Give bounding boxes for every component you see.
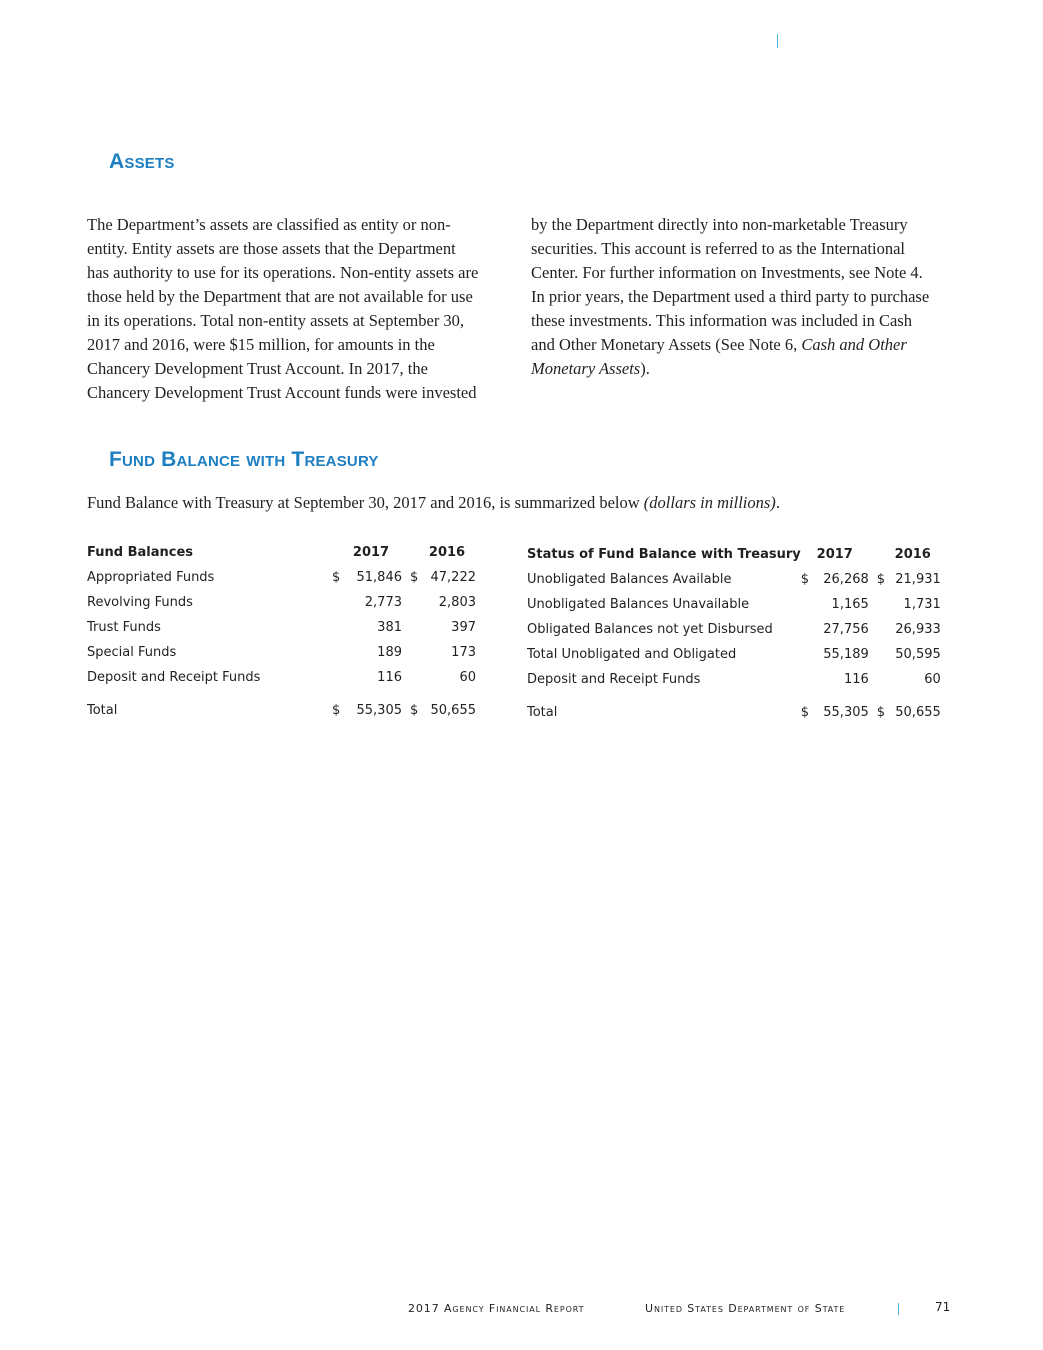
text-line: In prior years, the Department used a third party to purchase bbox=[531, 287, 930, 306]
table-row bbox=[87, 615, 476, 640]
text-line: The Department’s assets are classified as entity or non- bbox=[87, 215, 451, 234]
table-row bbox=[527, 642, 941, 667]
value-2016: 47,222 bbox=[430, 570, 476, 585]
value-2017: 55,305 bbox=[356, 703, 402, 718]
fbwt-heading: Fund Balance with Treasury bbox=[109, 448, 379, 471]
row-label: Deposit and Receipt Funds bbox=[527, 672, 701, 687]
value-2017: 51,846 bbox=[356, 570, 402, 585]
value-2016: 397 bbox=[451, 620, 476, 635]
column-header-2016: 2016 bbox=[428, 545, 466, 560]
currency-symbol: $ bbox=[332, 570, 341, 585]
text-line bbox=[531, 333, 929, 357]
currency-symbol bbox=[332, 640, 350, 665]
note-reference-italic: Cash and Other bbox=[801, 335, 907, 354]
value-2016: 50,595 bbox=[895, 647, 941, 662]
currency-symbol bbox=[869, 617, 891, 642]
currency-symbol bbox=[869, 642, 891, 667]
text-line: by the Department directly into non-marketable Treasury bbox=[531, 215, 908, 234]
text-line bbox=[531, 357, 929, 381]
row-label: Deposit and Receipt Funds bbox=[87, 670, 261, 685]
column-header-2017: 2017 bbox=[352, 545, 390, 560]
value-2016: 1,731 bbox=[903, 597, 941, 612]
value-2016: 50,655 bbox=[430, 703, 476, 718]
currency-symbol bbox=[801, 592, 819, 617]
value-2016: 2,803 bbox=[438, 595, 476, 610]
currency-symbol: $ bbox=[876, 705, 886, 720]
value-2017: 116 bbox=[843, 672, 869, 687]
value-2016: 26,933 bbox=[895, 622, 941, 637]
value-2017: 116 bbox=[377, 670, 402, 685]
fund-balances-table bbox=[87, 540, 476, 723]
status-fbwt-table bbox=[527, 542, 941, 725]
footer-department: United States Department of State bbox=[645, 1302, 846, 1315]
text-line: Chancery Development Trust Account funds were invested bbox=[87, 383, 477, 402]
row-label: Unobligated Balances Unavailable bbox=[527, 597, 750, 612]
currency-symbol bbox=[332, 615, 350, 640]
note-reference-italic: Monetary Assets bbox=[531, 359, 641, 378]
value-2016: 173 bbox=[451, 645, 476, 660]
value-2017: 55,189 bbox=[823, 647, 869, 662]
table-header-row bbox=[87, 540, 476, 565]
value-2017: 26,268 bbox=[823, 572, 869, 587]
currency-symbol bbox=[332, 590, 350, 615]
assets-heading: Assets bbox=[109, 150, 175, 173]
units-note-italic: (dollars in millions) bbox=[643, 493, 776, 512]
table-row bbox=[527, 667, 941, 692]
text-segment: . bbox=[775, 493, 780, 512]
value-2017: 55,305 bbox=[823, 705, 869, 720]
text-line: 2017 and 2016, were $15 million, for amounts in the bbox=[87, 335, 435, 354]
currency-symbol: $ bbox=[410, 570, 419, 585]
page-number: 71 bbox=[935, 1300, 951, 1314]
currency-symbol bbox=[402, 615, 424, 640]
text-line: entity. Entity assets are those assets that the Department bbox=[87, 239, 456, 258]
table-header-row bbox=[527, 542, 941, 567]
assets-paragraph-col2 bbox=[531, 213, 929, 381]
currency-symbol bbox=[869, 592, 891, 617]
footer-divider bbox=[898, 1303, 899, 1315]
row-label: Revolving Funds bbox=[87, 595, 193, 610]
row-label: Appropriated Funds bbox=[87, 570, 215, 585]
currency-symbol bbox=[402, 665, 424, 690]
footer-report-title: 2017 Agency Financial Report bbox=[408, 1302, 585, 1315]
text-line: those held by the Department that are not available for use bbox=[87, 287, 473, 306]
table-row bbox=[87, 590, 476, 615]
table-row bbox=[87, 565, 476, 590]
value-2016: 21,931 bbox=[895, 572, 941, 587]
row-label: Total Unobligated and Obligated bbox=[527, 647, 737, 662]
value-2017: 381 bbox=[377, 620, 402, 635]
header-divider bbox=[777, 34, 778, 48]
value-2017: 2,773 bbox=[364, 595, 402, 610]
table-row bbox=[87, 665, 476, 690]
value-2016: 60 bbox=[924, 672, 941, 687]
table-row bbox=[527, 617, 941, 642]
value-2016: 50,655 bbox=[895, 705, 941, 720]
row-label: Unobligated Balances Available bbox=[527, 572, 732, 587]
text-line: securities. This account is referred to as the International bbox=[531, 239, 906, 258]
currency-symbol bbox=[402, 640, 424, 665]
currency-symbol: $ bbox=[332, 703, 341, 718]
text-segment: and Other Monetary Assets (See Note 6, bbox=[531, 335, 802, 354]
table-total-row bbox=[527, 692, 941, 725]
row-label: Special Funds bbox=[87, 645, 177, 660]
column-header: Status of Fund Balance with Treasury bbox=[527, 547, 801, 562]
row-label: Total bbox=[527, 705, 558, 720]
text-segment: Fund Balance with Treasury at September 30, 2017 and 2016, is summarized below bbox=[87, 493, 644, 512]
column-header-2017: 2017 bbox=[816, 547, 853, 562]
table-row bbox=[527, 567, 941, 592]
row-label: Obligated Balances not yet Disbursed bbox=[527, 622, 773, 637]
text-line: in its operations. Total non-entity assets at September 30, bbox=[87, 311, 465, 330]
table-total-row bbox=[87, 690, 476, 723]
fbwt-intro bbox=[87, 491, 780, 515]
currency-symbol bbox=[801, 667, 819, 692]
currency-symbol: $ bbox=[876, 572, 886, 587]
currency-symbol bbox=[869, 667, 891, 692]
row-label: Trust Funds bbox=[87, 620, 161, 635]
text-line: has authority to use for its operations. Non-entity assets are bbox=[87, 263, 479, 282]
column-header: Fund Balances bbox=[87, 545, 193, 560]
column-header-2016: 2016 bbox=[894, 547, 931, 562]
currency-symbol: $ bbox=[800, 572, 810, 587]
currency-symbol bbox=[801, 617, 819, 642]
currency-symbol: $ bbox=[410, 703, 419, 718]
value-2017: 27,756 bbox=[823, 622, 869, 637]
table-row bbox=[527, 592, 941, 617]
assets-paragraph-col1 bbox=[87, 213, 478, 405]
row-label: Total bbox=[87, 703, 118, 718]
currency-symbol bbox=[801, 642, 819, 667]
currency-symbol: $ bbox=[800, 705, 810, 720]
text-line: these investments. This information was included in Cash bbox=[531, 311, 912, 330]
currency-symbol bbox=[332, 665, 350, 690]
text-segment: ). bbox=[640, 359, 650, 378]
value-2017: 1,165 bbox=[831, 597, 869, 612]
value-2016: 60 bbox=[459, 670, 476, 685]
value-2017: 189 bbox=[377, 645, 402, 660]
text-line: Chancery Development Trust Account. In 2017, the bbox=[87, 359, 428, 378]
currency-symbol bbox=[402, 590, 424, 615]
table-row bbox=[87, 640, 476, 665]
text-line: Center. For further information on Investments, see Note 4. bbox=[531, 263, 923, 282]
